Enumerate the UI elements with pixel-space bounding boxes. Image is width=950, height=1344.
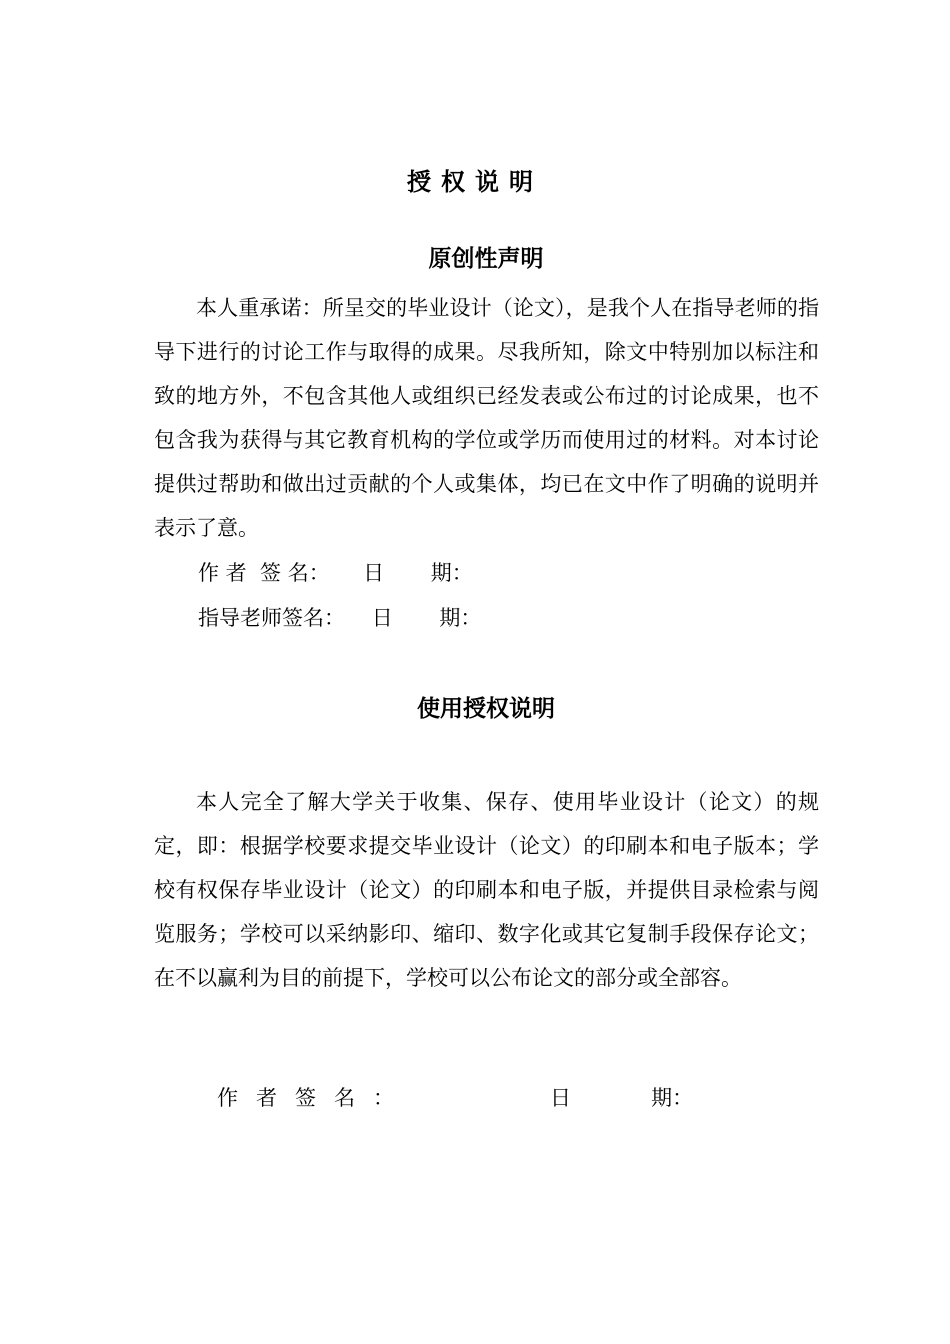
authorization-date-label: 日 期： — [550, 1086, 694, 1110]
authorization-author-signature-label: 作者签名： — [217, 1086, 412, 1110]
originality-body: 本人重承诺：所呈交的毕业设计（论文），是我个人在指导老师的指导下进行的讨论工作与取得的成果。尽我所知，除文中特别加以标注和致的地方外，不包含其他人或组织已经发表或公布过的讨论成果，也不包含我为获得与其它教育机构的学位或学历而使用过的材料。对本讨论提供过帮助和做出过贡献的个人或集体，均已在文中作了明确的说明并表示了意。 — [154, 296, 819, 540]
page-title: 授权说明 — [407, 168, 543, 196]
originality-heading: 原创性声明 — [428, 246, 544, 272]
authorization-body: 本人完全了解大学关于收集、保存、使用毕业设计（论文）的规定，即：根据学校要求提交毕业设计（论文）的印刷本和电子版本；学校有权保存毕业设计（论文）的印刷本和电子版，并提供目录检索与阅览服务；学校可以采纳影印、缩印、数字化或其它复制手段保存论文；在不以赢利为目的前提下，学校可以公布论文的部分或全部容。 — [154, 790, 819, 990]
author-signature-line: 作 者 签 名： 日 期： — [198, 561, 473, 585]
authorization-heading: 使用授权说明 — [417, 696, 555, 722]
advisor-signature-line: 指导老师签名： 日 期： — [198, 606, 482, 630]
